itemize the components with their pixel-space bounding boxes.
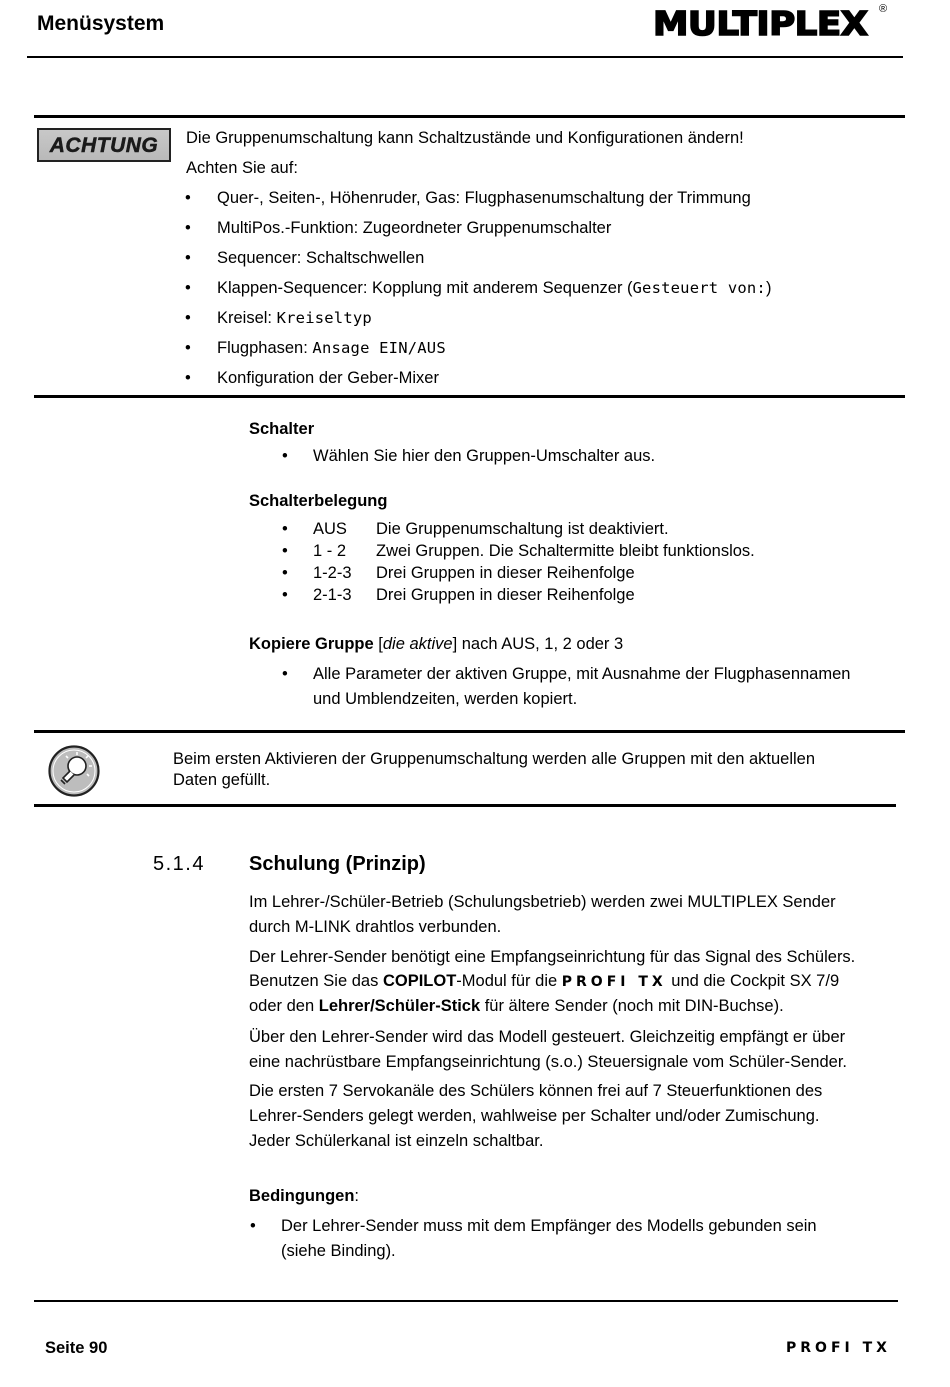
warning-bottom-rule: [34, 395, 905, 398]
conditions-colon: :: [354, 1187, 359, 1205]
brand-logo: [653, 5, 888, 43]
para-2-line-2: [249, 972, 839, 991]
belegung-key: 1-2-3: [313, 564, 352, 582]
display-text: Kreiseltyp: [276, 309, 372, 327]
para-4-line-3: Jeder Schülerkanal ist einzeln schaltbar.: [249, 1132, 544, 1150]
para-2-text: für ältere Sender (noch mit DIN-Buchse).: [480, 997, 784, 1015]
belegung-row: [313, 586, 635, 605]
kopiere-title: Kopiere Gruppe: [249, 635, 374, 653]
belegung-text: Drei Gruppen in dieser Reihenfolge: [376, 564, 635, 582]
conditions-bullet-line-1: Der Lehrer-Sender muss mit dem Empfänger des Modells gebunden sein: [281, 1217, 817, 1235]
warning-item-7: Konfiguration der Geber-Mixer: [217, 369, 439, 387]
warning-item-5: [217, 309, 372, 328]
display-text: Gesteuert von:: [632, 279, 766, 297]
kopiere-options: ] nach AUS, 1, 2 oder 3: [452, 635, 624, 653]
para-2-text: -Modul für die: [456, 972, 562, 990]
bullet-dot: •: [185, 189, 191, 207]
belegung-text: Die Gruppenumschaltung ist deaktiviert.: [376, 520, 669, 538]
bullet-dot: •: [282, 520, 288, 538]
belegung-row: [313, 564, 635, 583]
warning-top-rule: [34, 115, 905, 118]
bullet-dot: •: [185, 339, 191, 357]
warning-item-3: Sequencer: Schaltschwellen: [217, 249, 425, 267]
bullet-dot: •: [250, 1217, 256, 1235]
belegung-row: [313, 520, 669, 539]
bullet-dot: •: [185, 219, 191, 237]
copilot-module: COPILOT: [382, 972, 457, 990]
bullet-dot: •: [185, 369, 191, 387]
belegung-text: Zwei Gruppen. Die Schaltermitte bleibt funktionslos.: [376, 542, 755, 560]
header-rule: [27, 56, 903, 58]
tip-top-rule: [34, 730, 905, 733]
kopiere-bracket-open: [: [373, 635, 383, 653]
belegung-text: Drei Gruppen in dieser Reihenfolge: [376, 586, 635, 604]
para-2-line-3: [249, 997, 784, 1016]
lightbulb-icon: [47, 744, 101, 798]
warning-item-2: MultiPos.-Funktion: Zugeordneter Gruppenumschalter: [217, 219, 612, 237]
para-2-text: und die Cockpit SX 7/9: [666, 972, 840, 990]
para-3-line-1: Über den Lehrer-Sender wird das Modell gesteuert. Gleichzeitig empfängt er über: [249, 1028, 846, 1046]
belegung-heading: Schalterbelegung: [249, 492, 388, 510]
profi-tx-name: PROFI TX: [561, 974, 667, 990]
warning-item-6-text: Flugphasen:: [217, 339, 313, 357]
warning-item-4: [217, 279, 771, 298]
para-2-line-1: Der Lehrer-Sender benötigt eine Empfangseinrichtung für das Signal des Schülers.: [249, 948, 856, 966]
bullet-dot: •: [282, 447, 288, 465]
tip-bottom-rule: [34, 804, 896, 807]
display-text: Ansage EIN/AUS: [312, 339, 446, 357]
brand-logo-text: MULTIPLEX: [653, 4, 868, 43]
para-2-text: Benutzen Sie das: [249, 972, 383, 990]
bullet-dot: •: [282, 542, 288, 560]
tip-line-2: Daten gefüllt.: [173, 771, 271, 789]
achtung-badge: [37, 128, 171, 162]
kopiere-param: die aktive: [382, 635, 453, 653]
para-3-line-2: eine nachrüstbare Empfangseinrichtung (s.o.) Steuersignale vom Schüler-Sender.: [249, 1053, 847, 1071]
conditions-bullet-line-2: (siehe Binding).: [281, 1242, 396, 1260]
bullet-dot: •: [185, 279, 191, 297]
page-section-title: Menüsystem: [37, 12, 165, 35]
warning-item-1: Quer-, Seiten-, Höhenruder, Gas: Flugphasenumschaltung der Trimmung: [217, 189, 751, 207]
schalter-heading: Schalter: [249, 420, 315, 438]
bullet-dot: •: [282, 586, 288, 604]
belegung-key: AUS: [313, 520, 347, 538]
bullet-dot: •: [282, 564, 288, 582]
trainer-stick: Lehrer/Schüler-Stick: [318, 997, 481, 1015]
warning-line-2: Achten Sie auf:: [186, 159, 298, 177]
footer-product: PROFI TX: [786, 1340, 891, 1356]
bullet-dot: •: [185, 309, 191, 327]
belegung-key: 2-1-3: [313, 586, 352, 604]
para-1-line-2: durch M-LINK drahtlos verbunden.: [249, 918, 502, 936]
para-4-line-2: Lehrer-Senders gelegt werden, wahlweise per Schalter und/oder Zumischung.: [249, 1107, 820, 1125]
kopiere-bullet-line-1: Alle Parameter der aktiven Gruppe, mit Ausnahme der Flugphasennamen: [313, 665, 851, 683]
belegung-key: 1 - 2: [313, 542, 347, 560]
warning-item-6: [217, 339, 446, 358]
warning-item-4-text: Klappen-Sequencer: Kopplung mit anderem Sequenzer (: [217, 279, 633, 297]
kopiere-heading: [249, 635, 623, 654]
achtung-badge-label: ACHTUNG: [49, 134, 159, 157]
warning-item-5-text: Kreisel:: [217, 309, 277, 327]
schalter-bullet: Wählen Sie hier den Gruppen-Umschalter aus.: [313, 447, 656, 465]
conditions-heading: [249, 1187, 359, 1206]
para-4-line-1: Die ersten 7 Servokanäle des Schülers können frei auf 7 Steuerfunktionen des: [249, 1082, 823, 1100]
para-2-text: oder den: [249, 997, 319, 1015]
page-number: Seite 90: [45, 1339, 108, 1357]
kopiere-bullet-line-2: und Umblendzeiten, werden kopiert.: [313, 690, 578, 708]
bullet-dot: •: [282, 665, 288, 683]
registered-mark: ®: [879, 3, 888, 15]
section-title: Schulung (Prinzip): [249, 853, 426, 875]
conditions-title: Bedingungen: [249, 1187, 355, 1205]
footer-rule: [34, 1300, 898, 1302]
warning-item-4-close: ): [765, 279, 772, 297]
warning-line-1: Die Gruppenumschaltung kann Schaltzustände und Konfigurationen ändern!: [186, 129, 744, 147]
tip-line-1: Beim ersten Aktivieren der Gruppenumschaltung werden alle Gruppen mit den aktuellen: [173, 750, 816, 768]
section-number: 5.1.4: [153, 853, 205, 875]
para-1-line-1: Im Lehrer-/Schüler-Betrieb (Schulungsbetrieb) werden zwei MULTIPLEX Sender: [249, 893, 836, 911]
bullet-dot: •: [185, 249, 191, 267]
belegung-row: [313, 542, 755, 561]
